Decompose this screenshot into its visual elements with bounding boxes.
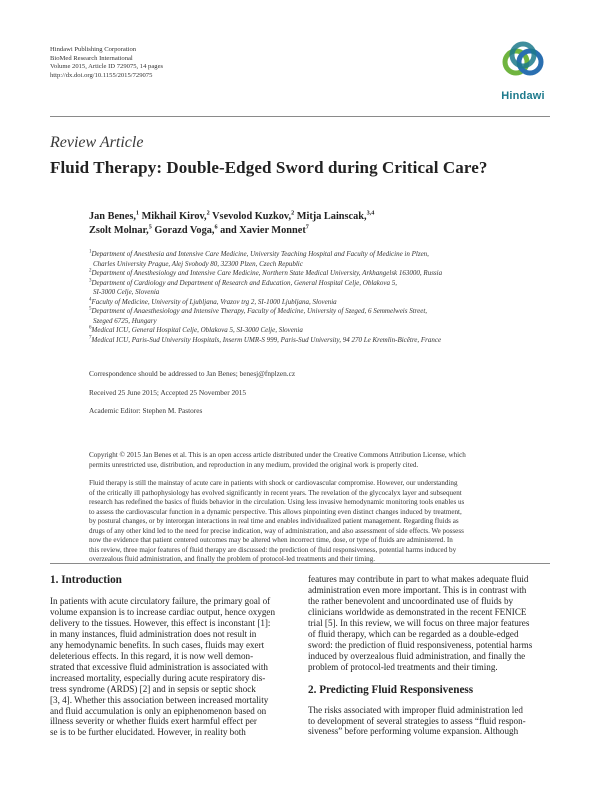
article-type: Review Article [50, 134, 144, 151]
body-line: induced by overzealous fluid administration, and finally the [308, 650, 526, 661]
body-line: in many instances, fluid administration does not result in [50, 628, 257, 639]
copyright-line: Copyright © 2015 Jan Benes et al. This is an open access article distributed under the Creative Commons Attribution License, which [89, 451, 466, 459]
abstract-line: overzealous fluid administration, and finally the problem of protocol-led treatments and their timing. [89, 555, 376, 564]
author-name: Jan Benes, [89, 211, 136, 222]
affiliation-num: 7 [89, 335, 92, 341]
affiliation-text: Department of Cardiology and Department of Research and Education, General Hospital Celje, Oblakova 5, [91, 278, 397, 287]
body-line: [3, 4]. Whether this association between increased mortality [50, 694, 269, 705]
author-affil-sup: 2 [206, 209, 210, 217]
body-column-right [308, 574, 550, 737]
abstract [89, 479, 550, 565]
body-column-left [50, 574, 292, 738]
affiliation [89, 326, 549, 336]
affiliation-cont: Charles University Prague, Alej Svobody 80, 32300 Plzen, Czech Republic [93, 259, 303, 268]
journal-doi: http://dx.doi.org/10.1155/2015/729075 [50, 71, 153, 79]
affiliation-text: Faculty of Medicine, University of Ljubljana, Vrazov trg 2, SI-1000 Ljubljana, Slovenia [91, 297, 337, 306]
journal-name: BioMed Research International [50, 54, 133, 62]
affiliation-cont: SI-3000 Celje, Slovenia [93, 288, 160, 297]
article-title: Fluid Therapy: Double-Edged Sword during Critical Care? [50, 158, 488, 177]
affiliation-num: 5 [89, 306, 92, 312]
academic-editor: Academic Editor: Stephen M. Pastores [89, 406, 203, 415]
body-line: features may contribute in part to what makes adequate fluid [308, 574, 529, 584]
logo-wordmark: Hindawi [501, 90, 545, 102]
author-affil-sup: 3,4 [366, 209, 375, 217]
journal-meta [50, 46, 163, 80]
section-heading-introduction: 1. Introduction [50, 574, 122, 586]
abstract-line: Fluid therapy is still the mainstay of acute care in patients with shock or cardiovascular compromise. However, our understanding [89, 479, 458, 487]
affiliation [89, 307, 549, 317]
author-affil-sup: 5 [148, 223, 152, 231]
body-line: siveness” before performing volume expansion. Although [308, 726, 519, 737]
affiliation [89, 279, 549, 289]
body-line: se is to be further elucidated. However, in reality both [50, 727, 246, 738]
affiliation-text: Department of Anesthesia and Intensive Care Medicine, University Teaching Hospital and Faculty of Medicine in Plzen, [91, 250, 429, 258]
author-list [89, 210, 374, 238]
copyright [89, 451, 550, 470]
affiliations [89, 250, 549, 345]
body-line: problem of protocol-led treatments and their timing. [308, 661, 498, 672]
affiliation-num: 4 [89, 297, 92, 303]
copyright-line: permits unrestricted use, distribution, and reproduction in any medium, provided the original work is properly cited. [89, 460, 419, 469]
abstract-line: drugs of any other kind led to the need for precise indication, way of administration, and also assessment of side effects. We possess [89, 526, 464, 535]
body-line: sword: the prediction of fluid responsiveness, potential harms [308, 639, 533, 650]
abstract-line: now the evidence that patient centered outcomes may be altered when incorrect time, dose, or type of fluids are administered. In [89, 536, 453, 545]
affiliation-cont: Szeged 6725, Hungary [93, 316, 157, 325]
journal-publisher: Hindawi Publishing Corporation [50, 46, 137, 53]
author-line-1 [89, 210, 374, 224]
affiliation [89, 298, 549, 308]
hindawi-logo [494, 40, 552, 106]
affiliation-num: 2 [89, 268, 92, 274]
abstract-line: to assess the cardiovascular function in a dynamic perspective. This allows pinpointing even distinct changes induced by treatment, [89, 507, 462, 516]
received-dates: Received 25 June 2015; Accepted 25 November 2015 [89, 388, 247, 397]
body-line: illness severity or whether fluids exert harmful effect per [50, 716, 257, 727]
affiliation-text: Medical ICU, General Hospital Celje, Oblakova 5, SI-3000 Celje, Slovenia [91, 326, 303, 335]
affiliation [89, 250, 549, 260]
affiliation-text: Medical ICU, Paris-Sud University Hospitals, Inserm UMR-S 999, Paris-Sud University, 94 270 Le Kremlin-Bicêtre, France [91, 335, 442, 344]
body-line: any hemodynamic benefits. In such cases, fluids may exert [50, 639, 265, 650]
affiliation-text: Department of Anesthesiology and Intensive Care Medicine, Northern State Medical University, Arkhangelsk 163000, Russia [91, 269, 443, 278]
hindawi-logo-icon [494, 40, 552, 90]
affiliation-text: Department of Anaesthesiology and Intensive Therapy, Faculty of Medicine, University of Szeged, 6 Semmelweis Street, [91, 307, 428, 316]
abstract-line: of the critically ill pathophysiology has evolved significantly in recent years. The revelation of the glycocalyx layer and subsequent [89, 488, 462, 497]
body-line: strated that excessive fluid administration is associated with [50, 661, 268, 672]
body-line: deleterious effects. In this regard, it is now well demon- [50, 650, 254, 661]
body-line: trial [5]. In this review, we will focus on three major features [308, 617, 530, 628]
author-name: Zsolt Molnar, [89, 225, 149, 236]
affiliation-num: 6 [89, 326, 92, 332]
affiliation [89, 269, 549, 279]
author-name: Gorazd Voga, [154, 225, 215, 236]
body-line: delivery to the tissues. However, this effect is inconstant [1]: [50, 617, 271, 628]
abstract-line: research has redefined the basics of fluids behavior in the circulation. Using less invasive hemodynamic monitoring tools enables us [89, 498, 465, 507]
author-name: Mitja Lainscak, [296, 211, 367, 222]
affiliation [89, 336, 549, 346]
journal-volume: Volume 2015, Article ID 729075, 14 pages [50, 63, 164, 71]
body-line: volume expansion is to increase cardiac output, hence oxygen [50, 606, 275, 617]
body-line: the rather benevolent and uncoordinated use of fluids by [308, 595, 514, 606]
section-heading-predicting: 2. Predicting Fluid Responsiveness [308, 683, 474, 696]
body-line: administration even more important. This is in contrast with [308, 584, 527, 595]
author-affil-sup: 7 [305, 223, 309, 231]
body-line: and fluid accumulation is only an epiphenomenon based on [50, 705, 267, 716]
abstract-line: this review, three major features of fluid therapy are discussed: the prediction of fluid responsiveness, potential harms induced by [89, 545, 457, 554]
body-line: clinicians worldwide as demonstrated in the recent FENICE [308, 606, 527, 617]
author-line-2 [89, 224, 374, 238]
body-line: tress syndrome (ARDS) [2] and in sepsis or septic shock [50, 683, 256, 694]
abstract-rule [50, 563, 550, 564]
affiliation-num: 1 [89, 249, 92, 255]
author-name: Vsevolod Kuzkov, [212, 211, 292, 222]
author-affil-sup: 6 [214, 223, 218, 231]
author-affil-sup: 2 [291, 209, 295, 217]
author-affil-sup: 1 [135, 209, 140, 217]
author-name: Mikhail Kirov, [141, 211, 207, 222]
body-line: In patients with acute circulatory failure, the primary goal of [50, 596, 271, 606]
body-line: increased mortality, especially during acute respiratory dis- [50, 672, 266, 683]
affiliation-num: 3 [89, 278, 92, 284]
abstract-line: by postural changes, or by interorgan interactions in real time and enables individualized patient management. Regarding fluids as [89, 517, 459, 526]
header-rule [50, 116, 550, 117]
body-line: of fluid therapy, which can be regarded as a double-edged [308, 628, 519, 639]
body-line: to development of several strategies to assess “fluid respon- [308, 715, 526, 726]
author-name: and Xavier Monnet [220, 225, 306, 236]
body-line: The risks associated with improper fluid administration led [308, 704, 523, 715]
correspondence: Correspondence should be addressed to Jan Benes; benesj@fnplzen.cz [89, 369, 296, 378]
